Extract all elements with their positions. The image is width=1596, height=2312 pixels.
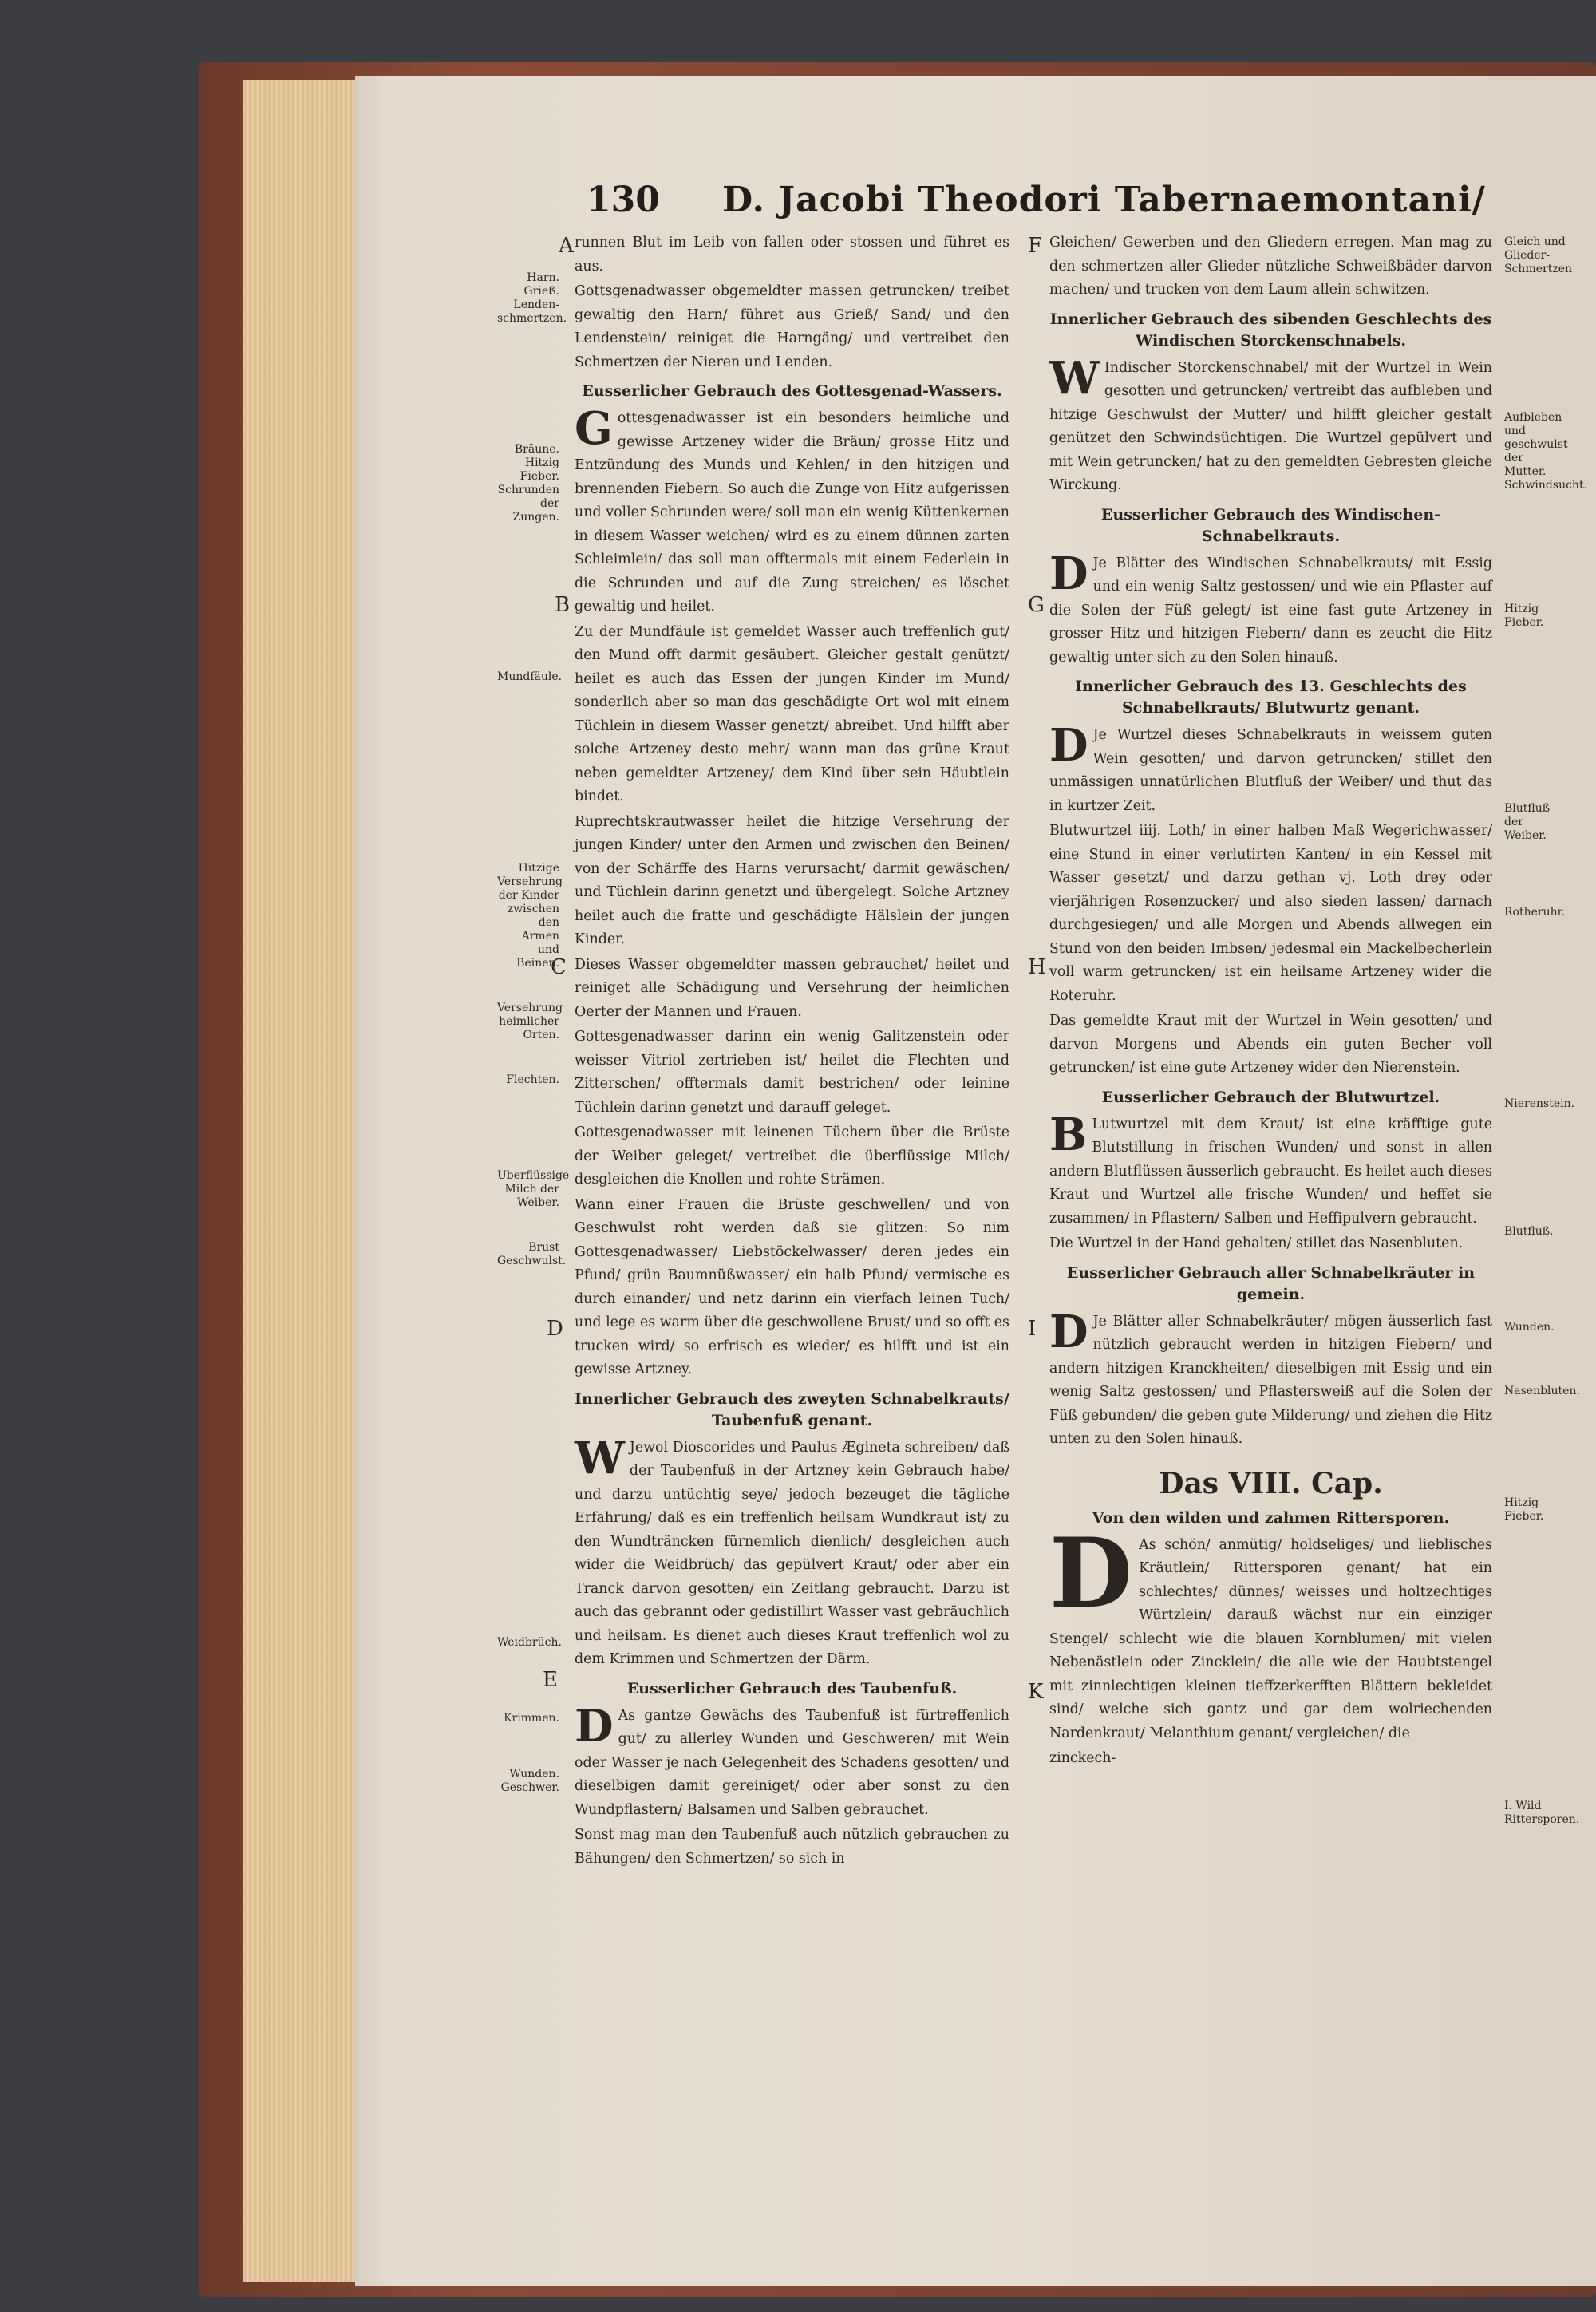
margin-note: Flechten. (506, 1073, 559, 1086)
paragraph-text: Dieses Wasser obgemeldter massen gebrauchet/ heilet und reiniget alle Schädigung und Versehrung der heimlichen Oerter der Mannen und Frauen. (575, 956, 1009, 1020)
paragraph (575, 402, 1009, 619)
paragraph-text: Indischer Storckenschnabel/ mit der Wurtzel in Wein gesotten und getruncken/ vertreibt das aufbleben und hitzige Geschwulst der Mutter/ und hilfft gleicher gestalt genützet den Schwindsüchtigen. Die Wurtzel gepülvert und mit Wein getruncken/ hat zu den gemeldten Gebresten gleiche Wirckung. (1049, 359, 1492, 493)
paragraph-text: Gottesgenadwasser mit leinenen Tüchern über die Brüste der Weiber geleget/ vertreibet die überflüssige Milch/ desgleichen die Knollen und rohte Strämen. (575, 1124, 1009, 1188)
paragraph (1049, 351, 1492, 498)
book-page (355, 76, 1596, 2286)
margin-note: Nierenstein. (1504, 1097, 1575, 1110)
section-heading: Innerlicher Gebrauch des 13. Geschlechts des Schnabelkrauts/ Blutwurtz genant. (1075, 678, 1467, 717)
section-heading: Innerlicher Gebrauch des zweyten Schnabelkrauts/ Taubenfuß genant. (575, 1389, 1009, 1429)
right-column (1049, 231, 1492, 1773)
section-letter: A (559, 234, 574, 258)
paragraph-text: Gleichen/ Gewerben und den Gliedern erregen. Man mag zu den schmertzen aller Glieder nützliche Schweißbäder darvon machen/ und trucken von dem Laum allein schwitzen. (1049, 235, 1492, 298)
section-letter: D (547, 1317, 563, 1341)
section-heading: Innerlicher Gebrauch des sibenden Geschlechts des Windischen Storckenschnabels. (1049, 310, 1492, 350)
paragraph-text: Das gemeldte Kraut mit der Wurtzel in Wein gesotten/ und darvon Morgens und Abends ein guten Becher voll getruncken/ ist eine gute Artzeney wider den Nierenstein. (1049, 1013, 1492, 1076)
margin-note: Hitzige Versehrung der Kinder zwischen den Armen und Beinen. (497, 862, 563, 970)
paragraph (575, 1431, 1009, 1672)
paragraph (575, 1026, 1009, 1120)
drop-cap: W (575, 1431, 625, 1484)
paragraph (575, 811, 1009, 952)
section-letter: F (1028, 234, 1043, 258)
paragraph-text: Je Blätter aller Schnabelkräuter/ mögen äusserlich fast nützlich gebraucht werden in hitzigen Fiebern/ und andern hitzigen Kranckheiten/ dieselbigen mit Essig und ein wenig Saltz gestossen/ und Pflastersweiß auf die Solen der Füß gebunden/ die geben gute Milderung/ und ziehen die Hitz unten zu den Solen hinauß. (1049, 1313, 1492, 1447)
margin-note: Gleich und Glieder-Schmertzen (1504, 235, 1573, 275)
paragraph-text: Gottsgenadwasser obgemeldter massen getruncken/ treibet gewaltig den Harn/ führet aus Grieß/ Sand/ und den Lendenstein/ reiniget die Harngäng/ und vertreibet den Schmertzen der Nieren und Lenden. (575, 283, 1009, 370)
paragraph-text: As schön/ anmütig/ holdseliges/ und lieblisches Kräutlein/ Rittersporen genant/ hat ein schlechtes/ dünnes/ weisses und holtzechtiges Würtzlein/ darauß wächst nur ein einziger Stengel/ schlecht wie die blauen Kornblumen/ mit vielen Nebenästlein oder Zincklein/ die alle wie der Haubtstengel mit zinnlechtigen kleinen tieffzerkerfften Blättern bekleidet sind/ welche sich gantz und gar dem wolriechenden Nardenkraut/ Melanthium genant/ vergleichen/ die (1049, 1536, 1492, 1741)
paragraph (1049, 1305, 1492, 1452)
paragraph-text: Sonst mag man den Taubenfuß auch nützlich gebrauchen zu Bähungen/ den Schmertzen/ so sich in (575, 1827, 1009, 1867)
paragraph-text: Blutwurtzel iiij. Loth/ in einer halben Maß Wegerichwasser/ eine Stund in einer verlutirten Kanten/ in ein Kessel mit Wasser gesetzt/ und darzu gethan vj. Loth drey oder vierjährigen Rosenzucker/ und also sieden lassen/ darnach durchgesiegen/ und alle Morgen und Abends allwegen ein Stund von den beiden Imbsen/ jedesmal ein Mackelbecherlein voll warm getruncken/ ist ein heilsame Artzeney wider die Roteruhr. (1049, 823, 1492, 1004)
paragraph-text: Je Wurtzel dieses Schnabelkrauts in weissem guten Wein gesotten/ und darvon getruncken/ stillet den unmässigen unnatürlichen Blutfluß der Weiber/ und thut das in kurtzer Zeit. (1049, 727, 1492, 814)
drop-cap: G (575, 402, 613, 455)
margin-note: Weidbrüch. (497, 1636, 562, 1649)
paragraph-text: Jewol Dioscorides und Paulus Ægineta schreiben/ daß der Taubenfuß in der Artzney kein Gebrauch habe/ und darzu untüchtig seye/ jedoch bezeuget die tägliche Erfahrung/ daß es ein treffenlich heilsam Wundkraut ist/ zu den Wundträncken fürnemlich dienlich/ desgleichen auch wider die Weidbrüch/ das gepülvert Kraut/ oder aber ein Tranck darvon gesotten/ ein Zeitlang gebraucht. Darzu ist auch das gebrannt oder gedistillirt Wasser vast gebräuchlich und heilsam. Es dienet auch dieses Kraut treffenlich wol zu dem Krimmen und Schmertzen der Därm. (575, 1439, 1009, 1667)
margin-note: Wunden. (1504, 1321, 1555, 1334)
paragraph-text: Je Blätter des Windischen Schnabelkrauts/ mit Essig und ein wenig Saltz gestossen/ und wie ein Pflaster auf die Solen der Füß gelegt/ ist eine fast gute Artzeney in grosser Hitz und hitzigen Fiebern/ dann es zeucht die Hitz gewaltig unter sich zu den Solen hinauß. (1049, 555, 1492, 666)
paragraph-text: Gottesgenadwasser darinn ein wenig Galitzenstein oder weisser Vitriol zertrieben ist/ heilet die Flechten und Zitterschen/ offtermals damit bestrichen/ oder leinine Tüchlein darinn genetzt und darauff geleget. (575, 1029, 1009, 1116)
section-letter: E (543, 1668, 558, 1692)
section-heading: Eusserlicher Gebrauch des Taubenfuß. (626, 1679, 958, 1697)
margin-note: Versehrung heimlicher Orten. (497, 1002, 563, 1041)
paragraph (1049, 1010, 1492, 1081)
paragraph (1049, 1108, 1493, 1231)
paragraph-text: Zu der Mundfäule ist gemeldet Wasser auch treffenlich gut/ den Mund offt darmit gesäubert. Gleicher gestalt genützt/ heilet es auch das Essen der jungen Kinder im Mund/ sonderlich aber so man das geschädigte Ort wol mit einem Tüchlein in diesem Wasser genetzt/ abreibet. Und hilfft aber solche Artzeney desto mehr/ wann man das grüne Kraut neben gemeldter Artzeney/ dem Kind über sein Häubtlein bindet. (575, 623, 1009, 804)
paragraph-text: Lutwurtzel mit dem Kraut/ ist eine kräfftige gute Blutstillung in frischen Wunden/ und sonst in allen andern Blutflüssen äusserlich gebraucht. Es heilet auch dieses Kraut und Wurtzel alle frische Wunden/ und heffet sie zusammen/ in Pflastern/ Salben und Heffipulvern gebraucht. (1049, 1116, 1493, 1227)
section-letter: G (1028, 593, 1045, 617)
paragraph (1049, 547, 1492, 670)
paragraph (575, 1121, 1009, 1192)
paragraph-text: Ruprechtskrautwasser heilet die hitzige Versehrung der jungen Kinder/ unter den Armen und zwischen den Beinen/ von der Schärffe des Harns verursacht/ darmit gewäschen/ und Tüchlein darinn genetzt und übergelegt. Solche Artzney heilet auch die fratte und geschädigte Hälslein der jungen Kinder. (575, 813, 1009, 947)
paragraph (1049, 1747, 1492, 1771)
section-heading: Eusserlicher Gebrauch des Windischen-Schnabelkrauts. (1100, 505, 1441, 545)
section-letter: H (1028, 955, 1046, 979)
drop-cap: D (1049, 719, 1088, 772)
drop-cap: D (1049, 1516, 1133, 1630)
drop-cap: B (1049, 1108, 1088, 1161)
paragraph (1049, 231, 1492, 302)
section-letter: K (1028, 1680, 1044, 1704)
margin-note: Hitzig Fieber. (1504, 1496, 1544, 1523)
margin-note: Blutfluß. (1504, 1225, 1554, 1238)
margin-note: Bräune. Hitzig Fieber. Schrunden der Zungen. (497, 443, 559, 524)
paragraph (575, 954, 1009, 1025)
section-letter: B (555, 593, 571, 617)
margin-note: I. Wild Rittersporen. (1504, 1800, 1580, 1826)
page-edges (243, 80, 365, 2282)
section-heading: Eusserlicher Gebrauch aller Schnabelkräuter in gemein. (1066, 1263, 1476, 1303)
margin-note: Nasenbluten. (1504, 1385, 1580, 1397)
paragraph (1049, 719, 1492, 818)
margin-note: Hitzig Fieber. (1504, 603, 1544, 629)
running-title: D. Jacobi Theodori Tabernaemontani/ (722, 180, 1486, 220)
paragraph (575, 1194, 1009, 1382)
margin-note: Wunden. Geschwer. (500, 1768, 559, 1794)
paragraph (575, 621, 1009, 809)
paragraph-text: zinckech- (1049, 1750, 1116, 1766)
paragraph-text: Die Wurtzel in der Hand gehalten/ stillet das Nasenbluten. (1049, 1235, 1464, 1251)
section-heading: Von den wilden und zahmen Rittersporen. (1092, 1508, 1450, 1527)
paragraph (575, 1699, 1009, 1823)
paragraph-text: Wann einer Frauen die Brüste geschwellen/ und von Geschwulst roht werden daß sie glitzen: So nim Gottesgenadwasser/ Liebstöckelwasser/ deren jedes ein Pfund/ grün Baumnüßwasser/ ein halb Pfund/ vermische es durch einander/ und netz darinn ein vierfach leinen Tuch/ und lege es warm über die geschwollene Brust/ und so offt es trucken wird/ so erfrisch es wieder/ es hilfft und ist ein gewisse Artzney. (575, 1196, 1009, 1377)
paragraph (575, 1824, 1009, 1871)
margin-note: Krimmen. (504, 1712, 559, 1725)
paragraph (1049, 820, 1492, 1008)
drop-cap: D (575, 1699, 614, 1753)
section-letter: C (551, 955, 567, 979)
drop-cap: W (1049, 351, 1100, 405)
paragraph (575, 280, 1009, 374)
margin-note: Blutfluß der Weiber. (1504, 802, 1551, 842)
margin-note: Brust Geschwulst. (497, 1241, 567, 1267)
margin-note: Harn. Grieß. Lenden-schmertzen. (497, 271, 567, 325)
margin-note: Aufbleben und geschwulst der Mutter. Schwindsucht. (1504, 411, 1588, 492)
paragraph-text: ottesgenadwasser ist ein besonders heimliche und gewisse Artzeney wider die Bräun/ grosse Hitz und Entzündung des Munds und Kehlen/ in den hitzigen und brennenden Fiebern. So auch die Zunge von Hitz aufgerissen und voller Schrunden were/ soll man ein wenig Küttenkernen in diesem Wasser weichen/ wird es zu einem dünnen zarten Schleimlein/ das soll man offtermals mit einem Federlein in die Schrunden und auf die Zung streichen/ es löschet gewaltig und heilet. (575, 410, 1009, 615)
page-number: 130 (587, 180, 660, 220)
margin-note: Mundfäule. (497, 670, 563, 683)
section-letter: I (1028, 1317, 1037, 1341)
paragraph (1049, 1232, 1492, 1256)
drop-cap: D (1049, 1305, 1088, 1358)
paragraph (575, 231, 1009, 279)
paragraph-text: As gantze Gewächs des Taubenfuß ist fürtreffenlich gut/ zu allerley Wunden und Geschweren/ mit Wein oder Wasser je nach Gelegenheit des Schadens gesotten/ und dieselbigen damit gereiniget/ oder aber sonst zu den Wundpflastern/ Balsamen und Salben gebrauchet. (575, 1707, 1009, 1818)
margin-note: Rotheruhr. (1504, 906, 1566, 919)
section-heading: Eusserlicher Gebrauch der Blutwurtzel. (1101, 1088, 1440, 1106)
chapter-heading: Das VIII. Cap. (1159, 1466, 1383, 1500)
section-heading: Eusserlicher Gebrauch des Gottesgenad-Wassers. (582, 382, 1002, 400)
margin-note: Uberflüssige Milch der Weiber. (497, 1169, 570, 1209)
left-column (575, 231, 1009, 1872)
paragraph-text: runnen Blut im Leib von fallen oder stossen und führet es aus. (575, 235, 1009, 275)
drop-cap: D (1049, 547, 1088, 600)
